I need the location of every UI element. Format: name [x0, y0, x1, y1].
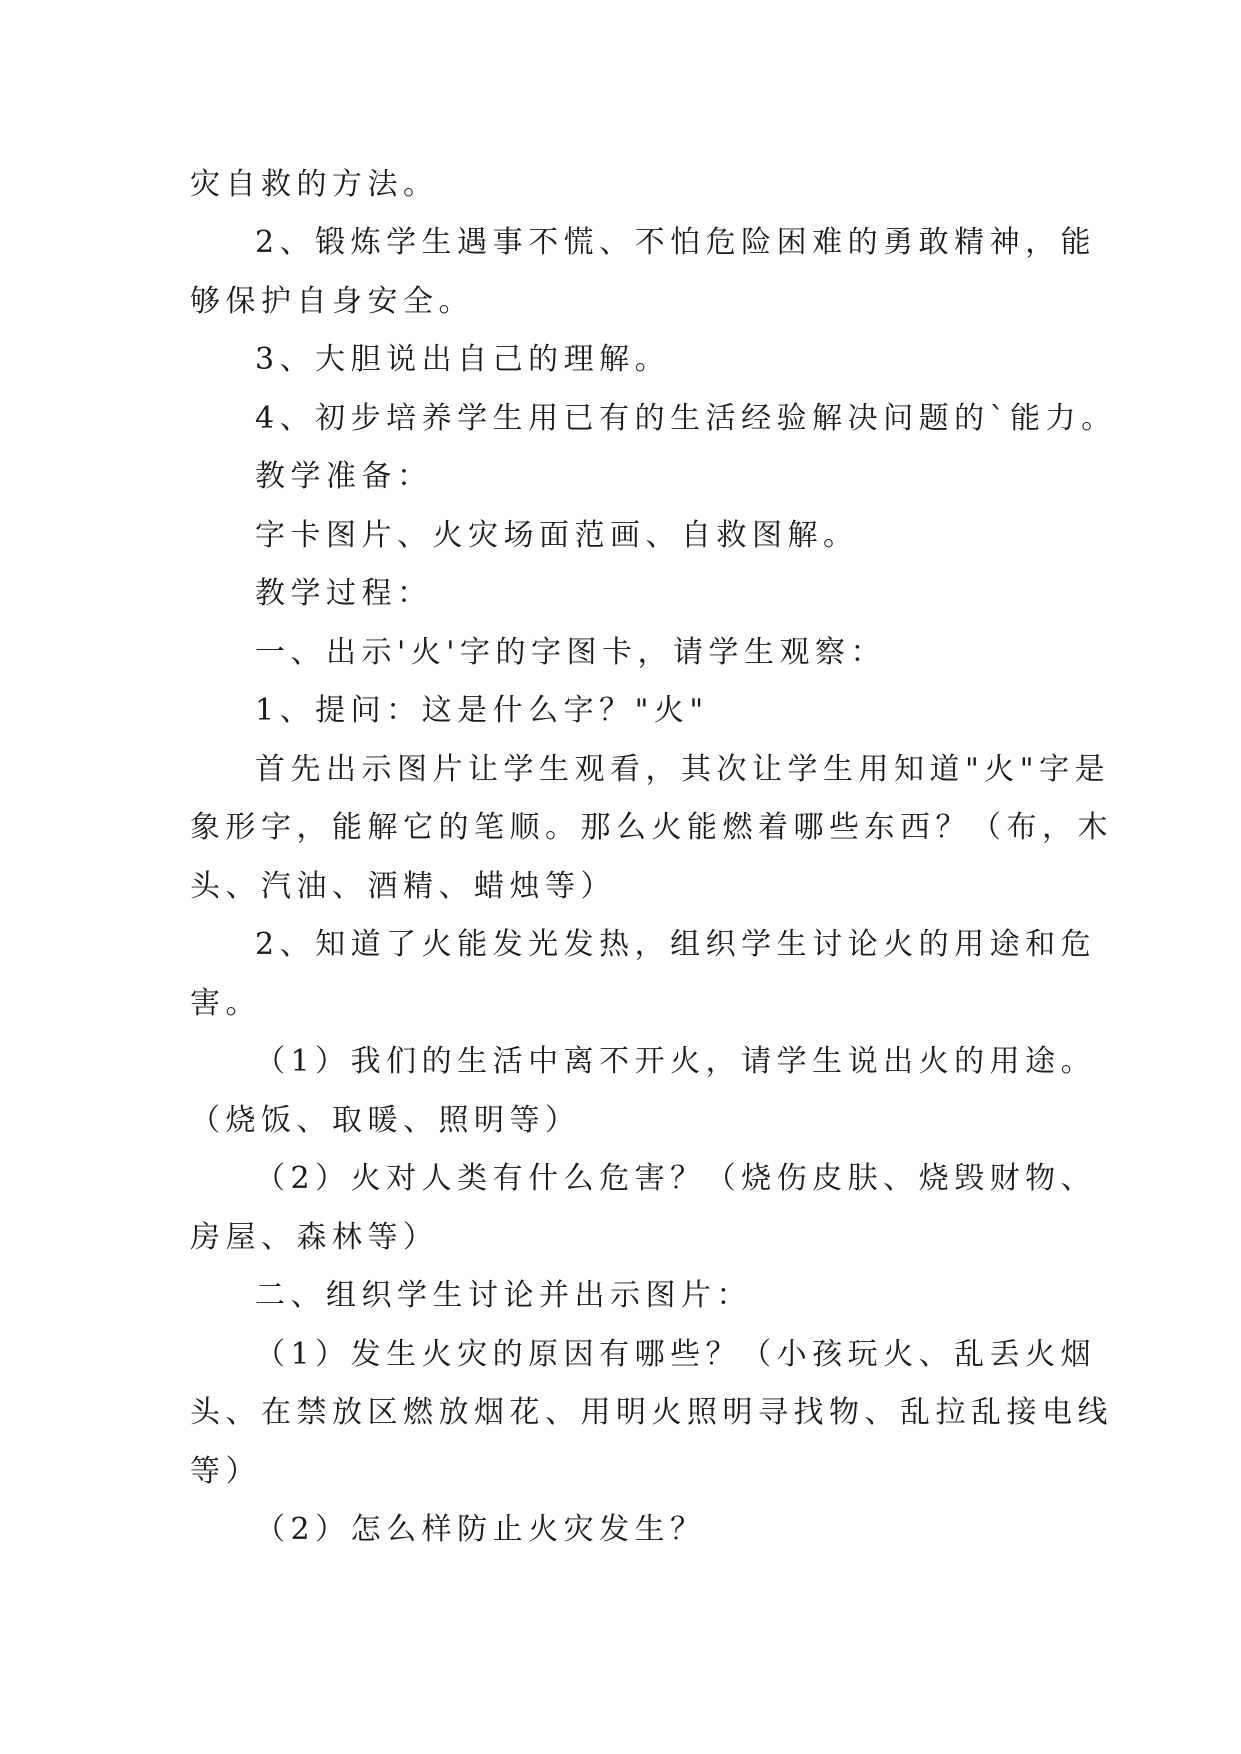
text-line: 灾自救的方法。: [190, 167, 439, 202]
text-line: 教学过程：: [255, 576, 433, 611]
text-line: 4、初步培养学生用已有的生活经验解决问题的`能力。: [255, 401, 1117, 436]
text-line: 1、提问：这是什么字？"火": [255, 693, 709, 728]
text-line: （1）发生火灾的原因有哪些？（小孩玩火、乱丢火烟: [255, 1337, 1097, 1372]
text-line: 一、出示'火'字的字图卡，请学生观察：: [255, 635, 886, 670]
text-line: 2、知道了火能发光发热，组织学生讨论火的用途和危: [255, 927, 1097, 962]
text-line: 害。: [190, 986, 261, 1021]
text-line: 二、组织学生讨论并出示图片：: [255, 1278, 752, 1313]
text-line: 头、汽油、酒精、蜡烛等）: [190, 869, 616, 904]
text-line: （2）火对人类有什么危害？（烧伤皮肤、烧毁财物、: [255, 1161, 1097, 1196]
text-line: 教学准备：: [255, 459, 433, 494]
text-line: 3、大胆说出自己的理解。: [255, 342, 671, 377]
text-line: （2）怎么样防止火灾发生？: [255, 1512, 706, 1547]
text-line: 2、锻炼学生遇事不慌、不怕危险困难的勇敢精神，能: [255, 225, 1097, 260]
text-line: 象形字，能解它的笔顺。那么火能燃着哪些东西？（布，木: [190, 810, 1113, 845]
text-line: 头、在禁放区燃放烟花、用明火照明寻找物、乱拉乱接电线: [190, 1395, 1113, 1430]
text-line: （1）我们的生活中离不开火，请学生说出火的用途。: [255, 1044, 1097, 1079]
text-line: 等）: [190, 1454, 261, 1489]
text-line: 房屋、森林等）: [190, 1220, 439, 1255]
text-line: 字卡图片、火灾场面范画、自救图解。: [255, 518, 859, 553]
text-line: 首先出示图片让学生观看，其次让学生用知道"火"字是: [255, 752, 1111, 787]
text-line: （烧饭、取暖、照明等）: [190, 1103, 581, 1138]
text-line: 够保护自身安全。: [190, 284, 474, 319]
